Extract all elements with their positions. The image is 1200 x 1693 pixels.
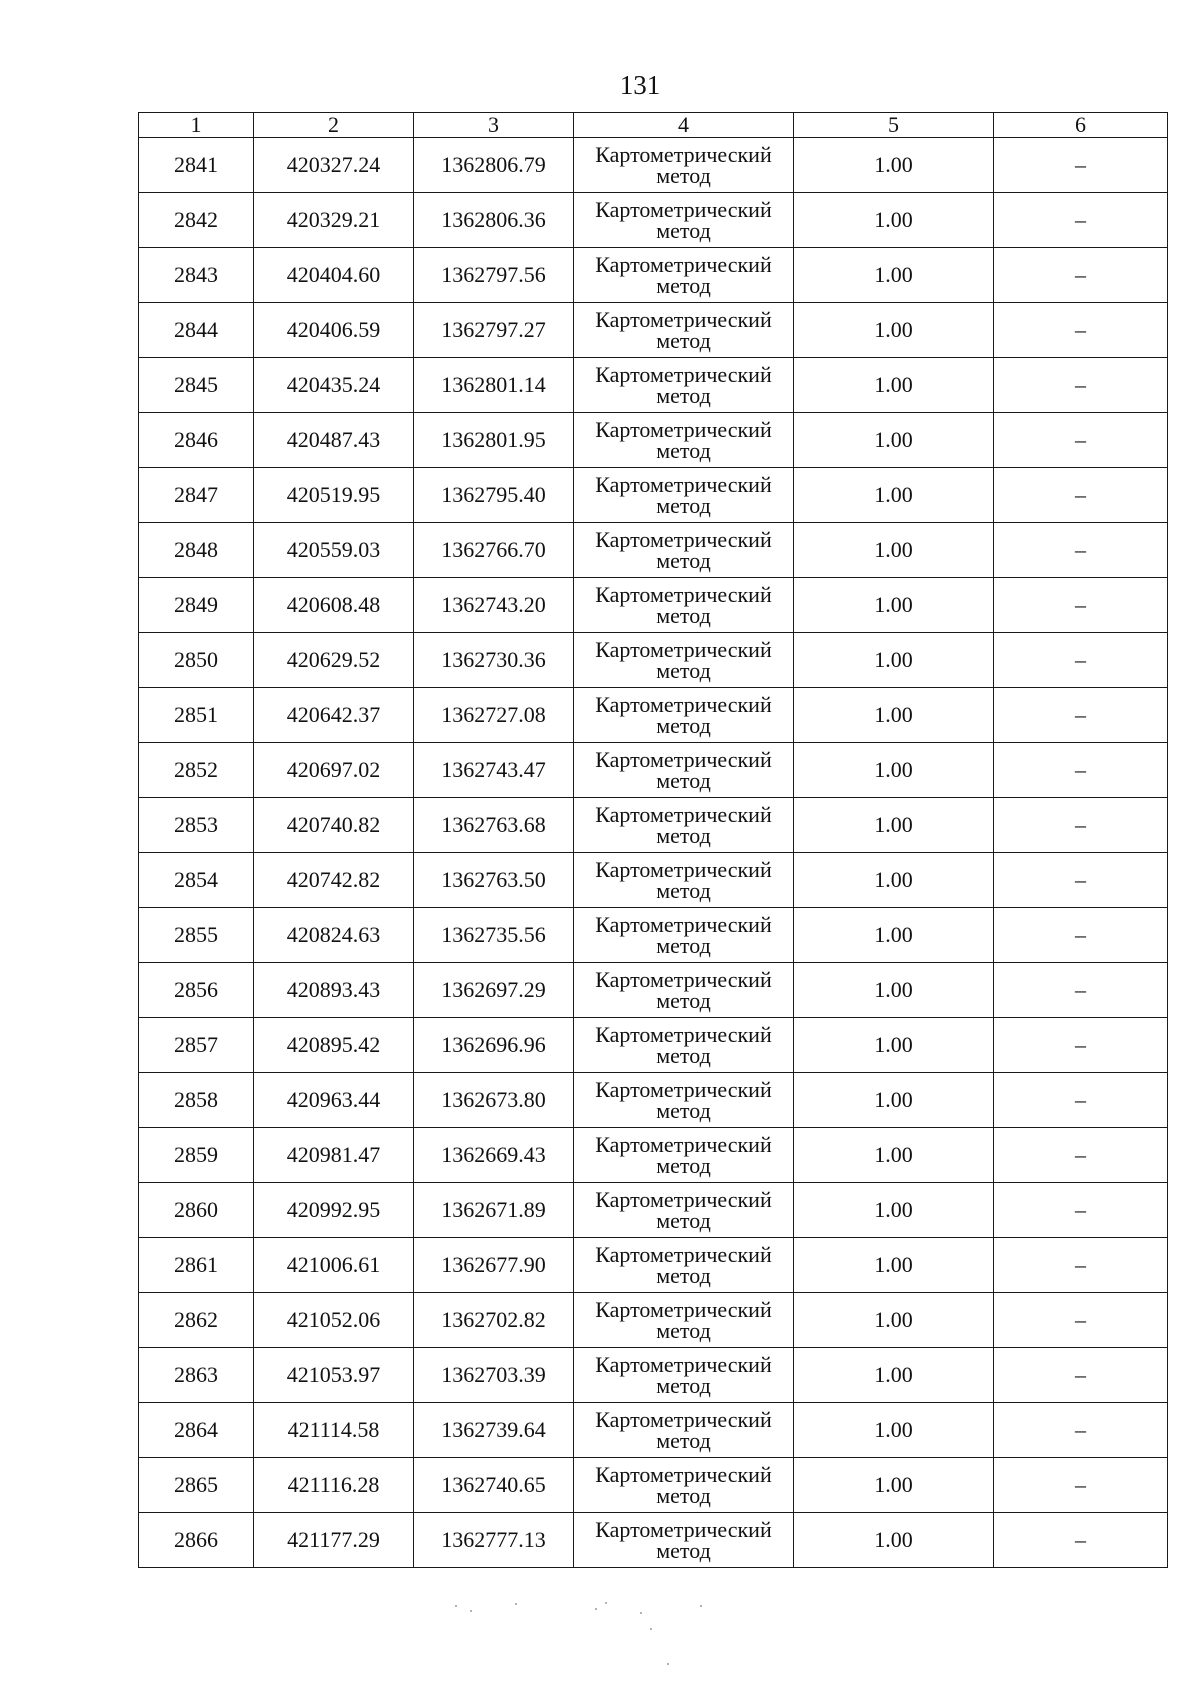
cell-note: – <box>994 1513 1168 1568</box>
cell-x-coordinate: 420608.48 <box>254 578 414 633</box>
page-number: 131 <box>619 70 661 100</box>
method-line-2: метод <box>656 1428 711 1453</box>
method-line-1: Картометрический <box>595 802 772 827</box>
cell-note: – <box>994 853 1168 908</box>
cell-point-number: 2854 <box>139 853 254 908</box>
cell-note: – <box>994 798 1168 853</box>
method-line-2: метод <box>656 1373 711 1398</box>
cell-point-number: 2844 <box>139 303 254 358</box>
method-line-2: метод <box>656 383 711 408</box>
cell-accuracy: 1.00 <box>794 1513 994 1568</box>
cell-note: – <box>994 1348 1168 1403</box>
cell-point-number: 2856 <box>139 963 254 1018</box>
cell-note: – <box>994 193 1168 248</box>
cell-method <box>574 743 794 798</box>
table-row <box>139 1403 1168 1458</box>
cell-note: – <box>994 908 1168 963</box>
cell-point-number: 2845 <box>139 358 254 413</box>
cell-accuracy: 1.00 <box>794 1018 994 1073</box>
cell-accuracy: 1.00 <box>794 303 994 358</box>
cell-accuracy: 1.00 <box>794 193 994 248</box>
method-line-1: Картометрический <box>595 1022 772 1047</box>
cell-accuracy: 1.00 <box>794 523 994 578</box>
table-row <box>139 853 1168 908</box>
cell-method <box>574 1183 794 1238</box>
cell-note: – <box>994 468 1168 523</box>
table-row <box>139 138 1168 193</box>
cell-note: – <box>994 743 1168 798</box>
cell-x-coordinate: 420963.44 <box>254 1073 414 1128</box>
cell-point-number: 2842 <box>139 193 254 248</box>
cell-note: – <box>994 1018 1168 1073</box>
cell-point-number: 2849 <box>139 578 254 633</box>
scan-speck <box>650 1628 652 1630</box>
cell-y-coordinate: 1362801.14 <box>414 358 574 413</box>
method-line-2: метод <box>656 548 711 573</box>
cell-method <box>574 1128 794 1183</box>
cell-point-number: 2850 <box>139 633 254 688</box>
cell-method <box>574 138 794 193</box>
cell-accuracy: 1.00 <box>794 688 994 743</box>
cell-point-number: 2847 <box>139 468 254 523</box>
cell-y-coordinate: 1362735.56 <box>414 908 574 963</box>
table-row <box>139 1513 1168 1568</box>
cell-accuracy: 1.00 <box>794 743 994 798</box>
cell-method <box>574 468 794 523</box>
cell-note: – <box>994 1128 1168 1183</box>
method-line-1: Картометрический <box>595 252 772 277</box>
cell-x-coordinate: 420406.59 <box>254 303 414 358</box>
cell-method <box>574 1458 794 1513</box>
cell-point-number: 2841 <box>139 138 254 193</box>
cell-point-number: 2860 <box>139 1183 254 1238</box>
method-line-1: Картометрический <box>595 197 772 222</box>
cell-point-number: 2866 <box>139 1513 254 1568</box>
cell-method <box>574 908 794 963</box>
cell-note: – <box>994 1458 1168 1513</box>
cell-x-coordinate: 420404.60 <box>254 248 414 303</box>
table-row <box>139 1128 1168 1183</box>
cell-y-coordinate: 1362697.29 <box>414 963 574 1018</box>
cell-method <box>574 303 794 358</box>
method-line-1: Картометрический <box>595 692 772 717</box>
cell-y-coordinate: 1362673.80 <box>414 1073 574 1128</box>
scan-speck <box>640 1612 642 1614</box>
cell-y-coordinate: 1362766.70 <box>414 523 574 578</box>
cell-y-coordinate: 1362806.79 <box>414 138 574 193</box>
method-line-1: Картометрический <box>595 1297 772 1322</box>
cell-point-number: 2862 <box>139 1293 254 1348</box>
cell-y-coordinate: 1362677.90 <box>414 1238 574 1293</box>
cell-method <box>574 523 794 578</box>
cell-y-coordinate: 1362743.20 <box>414 578 574 633</box>
method-line-2: метод <box>656 1043 711 1068</box>
cell-y-coordinate: 1362806.36 <box>414 193 574 248</box>
method-line-1: Картометрический <box>595 1242 772 1267</box>
cell-method <box>574 578 794 633</box>
table-row <box>139 743 1168 798</box>
table-row <box>139 413 1168 468</box>
cell-note: – <box>994 578 1168 633</box>
table-row <box>139 468 1168 523</box>
cell-point-number: 2863 <box>139 1348 254 1403</box>
table-row <box>139 358 1168 413</box>
cell-point-number: 2865 <box>139 1458 254 1513</box>
scan-speck <box>455 1605 457 1607</box>
table-row <box>139 1348 1168 1403</box>
cell-point-number: 2848 <box>139 523 254 578</box>
scan-speck <box>515 1603 517 1605</box>
scan-speck <box>595 1608 597 1610</box>
cell-y-coordinate: 1362801.95 <box>414 413 574 468</box>
cell-note: – <box>994 1293 1168 1348</box>
table-row <box>139 1018 1168 1073</box>
method-line-1: Картометрический <box>595 967 772 992</box>
method-line-2: метод <box>656 163 711 188</box>
table-row <box>139 1238 1168 1293</box>
cell-method <box>574 1073 794 1128</box>
cell-method <box>574 798 794 853</box>
cell-accuracy: 1.00 <box>794 1348 994 1403</box>
cell-point-number: 2852 <box>139 743 254 798</box>
cell-accuracy: 1.00 <box>794 963 994 1018</box>
method-line-1: Картометрический <box>595 912 772 937</box>
cell-x-coordinate: 420327.24 <box>254 138 414 193</box>
method-line-2: метод <box>656 658 711 683</box>
cell-accuracy: 1.00 <box>794 248 994 303</box>
header-col-3: 3 <box>414 113 574 138</box>
cell-accuracy: 1.00 <box>794 1403 994 1458</box>
cell-note: – <box>994 688 1168 743</box>
cell-method <box>574 358 794 413</box>
cell-point-number: 2846 <box>139 413 254 468</box>
method-line-1: Картометрический <box>595 582 772 607</box>
cell-point-number: 2859 <box>139 1128 254 1183</box>
method-line-2: метод <box>656 1208 711 1233</box>
cell-x-coordinate: 420893.43 <box>254 963 414 1018</box>
cell-point-number: 2853 <box>139 798 254 853</box>
cell-method <box>574 193 794 248</box>
cell-y-coordinate: 1362703.39 <box>414 1348 574 1403</box>
cell-note: – <box>994 1403 1168 1458</box>
method-line-2: метод <box>656 768 711 793</box>
cell-method <box>574 633 794 688</box>
cell-x-coordinate: 421053.97 <box>254 1348 414 1403</box>
cell-accuracy: 1.00 <box>794 1458 994 1513</box>
table-header <box>139 113 1168 138</box>
header-col-6: 6 <box>994 113 1168 138</box>
header-col-2: 2 <box>254 113 414 138</box>
cell-method <box>574 1348 794 1403</box>
cell-x-coordinate: 420559.03 <box>254 523 414 578</box>
cell-point-number: 2861 <box>139 1238 254 1293</box>
cell-y-coordinate: 1362797.56 <box>414 248 574 303</box>
cell-note: – <box>994 1238 1168 1293</box>
method-line-2: метод <box>656 1098 711 1123</box>
method-line-2: метод <box>656 493 711 518</box>
cell-point-number: 2858 <box>139 1073 254 1128</box>
method-line-1: Картометрический <box>595 362 772 387</box>
method-line-2: метод <box>656 1318 711 1343</box>
table-row <box>139 798 1168 853</box>
cell-y-coordinate: 1362671.89 <box>414 1183 574 1238</box>
table-row <box>139 908 1168 963</box>
cell-method <box>574 1513 794 1568</box>
cell-x-coordinate: 420487.43 <box>254 413 414 468</box>
cell-y-coordinate: 1362669.43 <box>414 1128 574 1183</box>
coordinates-table <box>138 112 1168 1568</box>
cell-y-coordinate: 1362743.47 <box>414 743 574 798</box>
scan-speck <box>667 1663 669 1665</box>
table-row <box>139 1293 1168 1348</box>
cell-method <box>574 1018 794 1073</box>
cell-method <box>574 1293 794 1348</box>
cell-note: – <box>994 1073 1168 1128</box>
method-line-2: метод <box>656 823 711 848</box>
cell-y-coordinate: 1362739.64 <box>414 1403 574 1458</box>
cell-point-number: 2857 <box>139 1018 254 1073</box>
table-row <box>139 193 1168 248</box>
cell-y-coordinate: 1362730.36 <box>414 633 574 688</box>
cell-accuracy: 1.00 <box>794 358 994 413</box>
method-line-1: Картометрический <box>595 1132 772 1157</box>
method-line-1: Картометрический <box>595 1517 772 1542</box>
cell-note: – <box>994 248 1168 303</box>
cell-x-coordinate: 421052.06 <box>254 1293 414 1348</box>
header-row <box>139 113 1168 138</box>
cell-y-coordinate: 1362696.96 <box>414 1018 574 1073</box>
table-row <box>139 578 1168 633</box>
method-line-2: метод <box>656 988 711 1013</box>
cell-note: – <box>994 303 1168 358</box>
header-col-1: 1 <box>139 113 254 138</box>
method-line-1: Картометрический <box>595 1462 772 1487</box>
method-line-1: Картометрический <box>595 417 772 442</box>
cell-method <box>574 248 794 303</box>
table-row <box>139 1073 1168 1128</box>
method-line-1: Картометрический <box>595 307 772 332</box>
method-line-2: метод <box>656 273 711 298</box>
cell-x-coordinate: 420992.95 <box>254 1183 414 1238</box>
cell-accuracy: 1.00 <box>794 1128 994 1183</box>
method-line-2: метод <box>656 438 711 463</box>
cell-accuracy: 1.00 <box>794 138 994 193</box>
cell-method <box>574 1403 794 1458</box>
cell-note: – <box>994 1183 1168 1238</box>
scan-speck <box>470 1610 472 1612</box>
method-line-1: Картометрический <box>595 472 772 497</box>
cell-note: – <box>994 413 1168 468</box>
cell-x-coordinate: 420740.82 <box>254 798 414 853</box>
method-line-2: метод <box>656 328 711 353</box>
method-line-1: Картометрический <box>595 1407 772 1432</box>
cell-x-coordinate: 420329.21 <box>254 193 414 248</box>
method-line-1: Картометрический <box>595 1352 772 1377</box>
cell-y-coordinate: 1362777.13 <box>414 1513 574 1568</box>
cell-note: – <box>994 358 1168 413</box>
cell-x-coordinate: 421006.61 <box>254 1238 414 1293</box>
table-row <box>139 523 1168 578</box>
cell-x-coordinate: 421116.28 <box>254 1458 414 1513</box>
cell-y-coordinate: 1362795.40 <box>414 468 574 523</box>
cell-y-coordinate: 1362702.82 <box>414 1293 574 1348</box>
table-row <box>139 1183 1168 1238</box>
cell-y-coordinate: 1362763.68 <box>414 798 574 853</box>
cell-accuracy: 1.00 <box>794 1073 994 1128</box>
method-line-1: Картометрический <box>595 857 772 882</box>
table-row <box>139 1458 1168 1513</box>
table-body <box>139 138 1168 1568</box>
cell-y-coordinate: 1362797.27 <box>414 303 574 358</box>
cell-accuracy: 1.00 <box>794 908 994 963</box>
header-col-5: 5 <box>794 113 994 138</box>
method-line-2: метод <box>656 713 711 738</box>
method-line-1: Картометрический <box>595 527 772 552</box>
cell-x-coordinate: 420642.37 <box>254 688 414 743</box>
method-line-2: метод <box>656 1538 711 1563</box>
table-row <box>139 633 1168 688</box>
cell-point-number: 2855 <box>139 908 254 963</box>
cell-x-coordinate: 420981.47 <box>254 1128 414 1183</box>
cell-accuracy: 1.00 <box>794 578 994 633</box>
cell-accuracy: 1.00 <box>794 1293 994 1348</box>
cell-x-coordinate: 421114.58 <box>254 1403 414 1458</box>
cell-accuracy: 1.00 <box>794 853 994 908</box>
cell-note: – <box>994 138 1168 193</box>
method-line-2: метод <box>656 1153 711 1178</box>
cell-x-coordinate: 420895.42 <box>254 1018 414 1073</box>
method-line-1: Картометрический <box>595 1187 772 1212</box>
table-row <box>139 248 1168 303</box>
cell-method <box>574 688 794 743</box>
cell-method <box>574 1238 794 1293</box>
cell-x-coordinate: 421177.29 <box>254 1513 414 1568</box>
method-line-1: Картометрический <box>595 1077 772 1102</box>
cell-method <box>574 853 794 908</box>
cell-accuracy: 1.00 <box>794 798 994 853</box>
method-line-1: Картометрический <box>595 142 772 167</box>
method-line-2: метод <box>656 1263 711 1288</box>
method-line-2: метод <box>656 603 711 628</box>
table-row <box>139 303 1168 358</box>
scan-speck <box>605 1602 607 1604</box>
method-line-2: метод <box>656 878 711 903</box>
cell-y-coordinate: 1362727.08 <box>414 688 574 743</box>
cell-point-number: 2851 <box>139 688 254 743</box>
cell-point-number: 2843 <box>139 248 254 303</box>
table-row <box>139 963 1168 1018</box>
table-row <box>139 688 1168 743</box>
cell-x-coordinate: 420435.24 <box>254 358 414 413</box>
header-col-4: 4 <box>574 113 794 138</box>
method-line-1: Картометрический <box>595 747 772 772</box>
cell-note: – <box>994 523 1168 578</box>
method-line-1: Картометрический <box>595 637 772 662</box>
cell-y-coordinate: 1362763.50 <box>414 853 574 908</box>
cell-accuracy: 1.00 <box>794 468 994 523</box>
method-line-2: метод <box>656 218 711 243</box>
cell-accuracy: 1.00 <box>794 1238 994 1293</box>
cell-method <box>574 963 794 1018</box>
cell-accuracy: 1.00 <box>794 633 994 688</box>
cell-note: – <box>994 633 1168 688</box>
method-line-2: метод <box>656 933 711 958</box>
cell-method <box>574 413 794 468</box>
cell-x-coordinate: 420519.95 <box>254 468 414 523</box>
cell-x-coordinate: 420742.82 <box>254 853 414 908</box>
cell-point-number: 2864 <box>139 1403 254 1458</box>
cell-accuracy: 1.00 <box>794 1183 994 1238</box>
scan-speck <box>700 1605 702 1607</box>
cell-x-coordinate: 420697.02 <box>254 743 414 798</box>
cell-note: – <box>994 963 1168 1018</box>
method-line-2: метод <box>656 1483 711 1508</box>
cell-accuracy: 1.00 <box>794 413 994 468</box>
cell-x-coordinate: 420629.52 <box>254 633 414 688</box>
cell-x-coordinate: 420824.63 <box>254 908 414 963</box>
cell-y-coordinate: 1362740.65 <box>414 1458 574 1513</box>
